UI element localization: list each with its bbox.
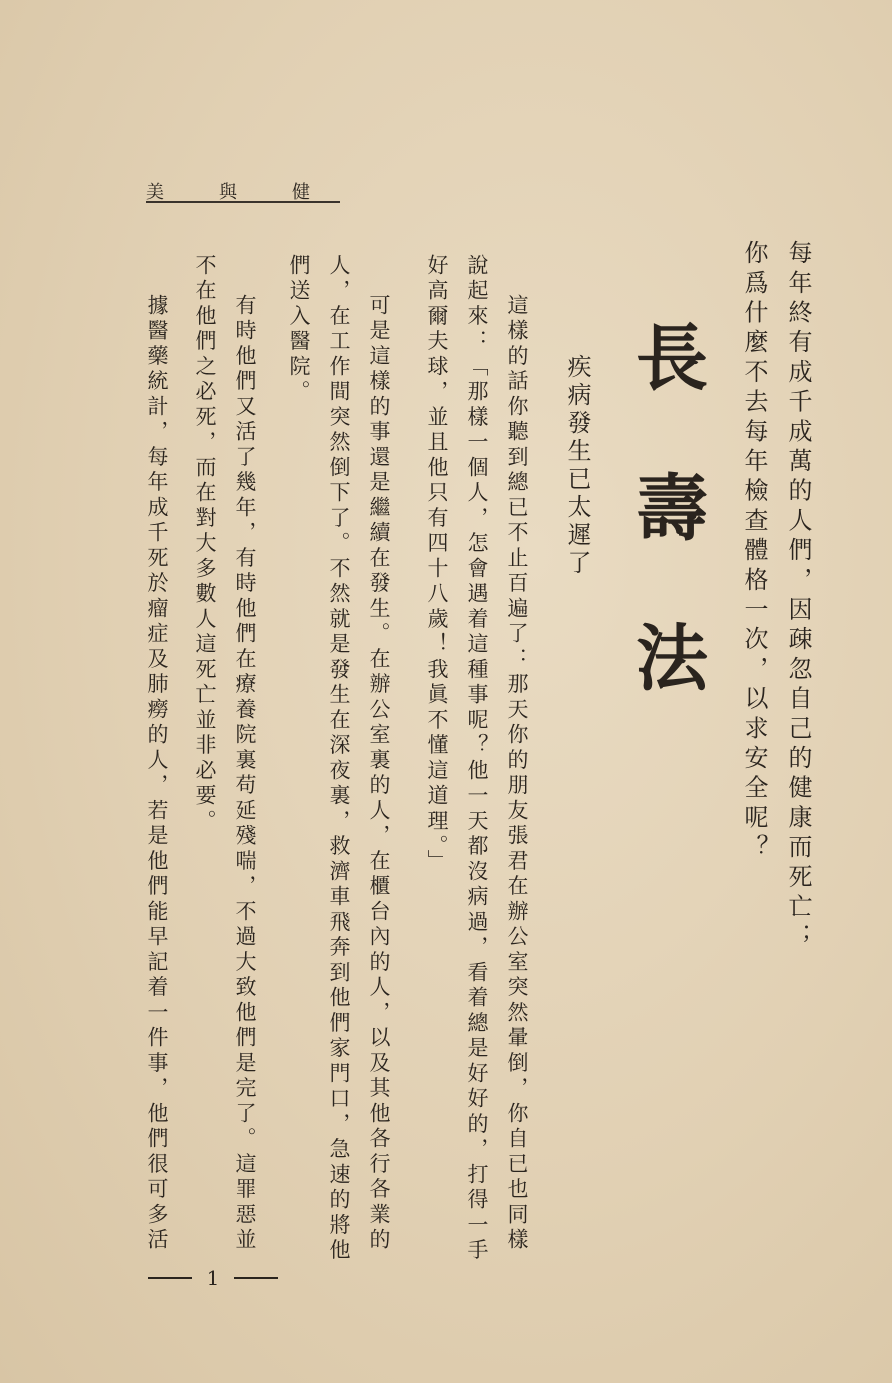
intro-line-1: 每年終有成千成萬的人們，因疎忽自己的健康而死亡； xyxy=(784,240,812,953)
footer-dash-right xyxy=(234,1277,278,1279)
body-column-9: 據醫藥統計，每年成千死於瘤症及肺癆的人，若是他們能早記着一件事，他們很可多活 xyxy=(145,294,169,1254)
body-column-8: 不在他們之必死，而在對大多數人這死亡並非必要。 xyxy=(193,254,217,835)
footer-dash-left xyxy=(148,1277,192,1279)
running-header-char-1: 美 xyxy=(146,182,166,203)
body-column-5: 人，在工作間突然倒下了。不然就是發生在深夜裏，救濟車飛奔到他們家門口，急速的將他 xyxy=(327,254,351,1264)
intro-line-2: 你爲什麼不去每年檢查體格一次，以求安全呢？ xyxy=(740,240,768,864)
body-column-3: 好高爾夫球，並且他只有四十八歲！我眞不懂這道理。」 xyxy=(425,254,449,875)
article-title: 長壽法 xyxy=(624,320,709,770)
running-header-char-2: 與 xyxy=(219,182,239,203)
page-footer xyxy=(148,1266,278,1290)
body-column-2: 說起來：「那樣一個人，怎會遇着這種事呢？他一天都沒病過，看着總是好好的，打得一手 xyxy=(465,254,489,1264)
body-column-1: 這樣的話你聽到總已不止百遍了：那天你的朋友張君在辦公室突然暈倒，你自已也同樣 xyxy=(505,294,529,1254)
running-header-char-3: 健 xyxy=(292,182,312,203)
subtitle: 疾病發生已太遲了 xyxy=(563,354,591,578)
header-rule xyxy=(146,201,340,203)
body-column-7: 有時他們又活了幾年，有時他們在療養院裏苟延殘喘，不過大致他們是完了。這罪惡並 xyxy=(233,294,257,1254)
page-number: 1 xyxy=(206,1266,220,1290)
body-column-4: 可是這樣的事還是繼續在發生。在辦公室裏的人，在櫃台內的人，以及其他各行各業的 xyxy=(367,294,391,1254)
body-column-6: 們送入醫院。 xyxy=(287,254,311,406)
